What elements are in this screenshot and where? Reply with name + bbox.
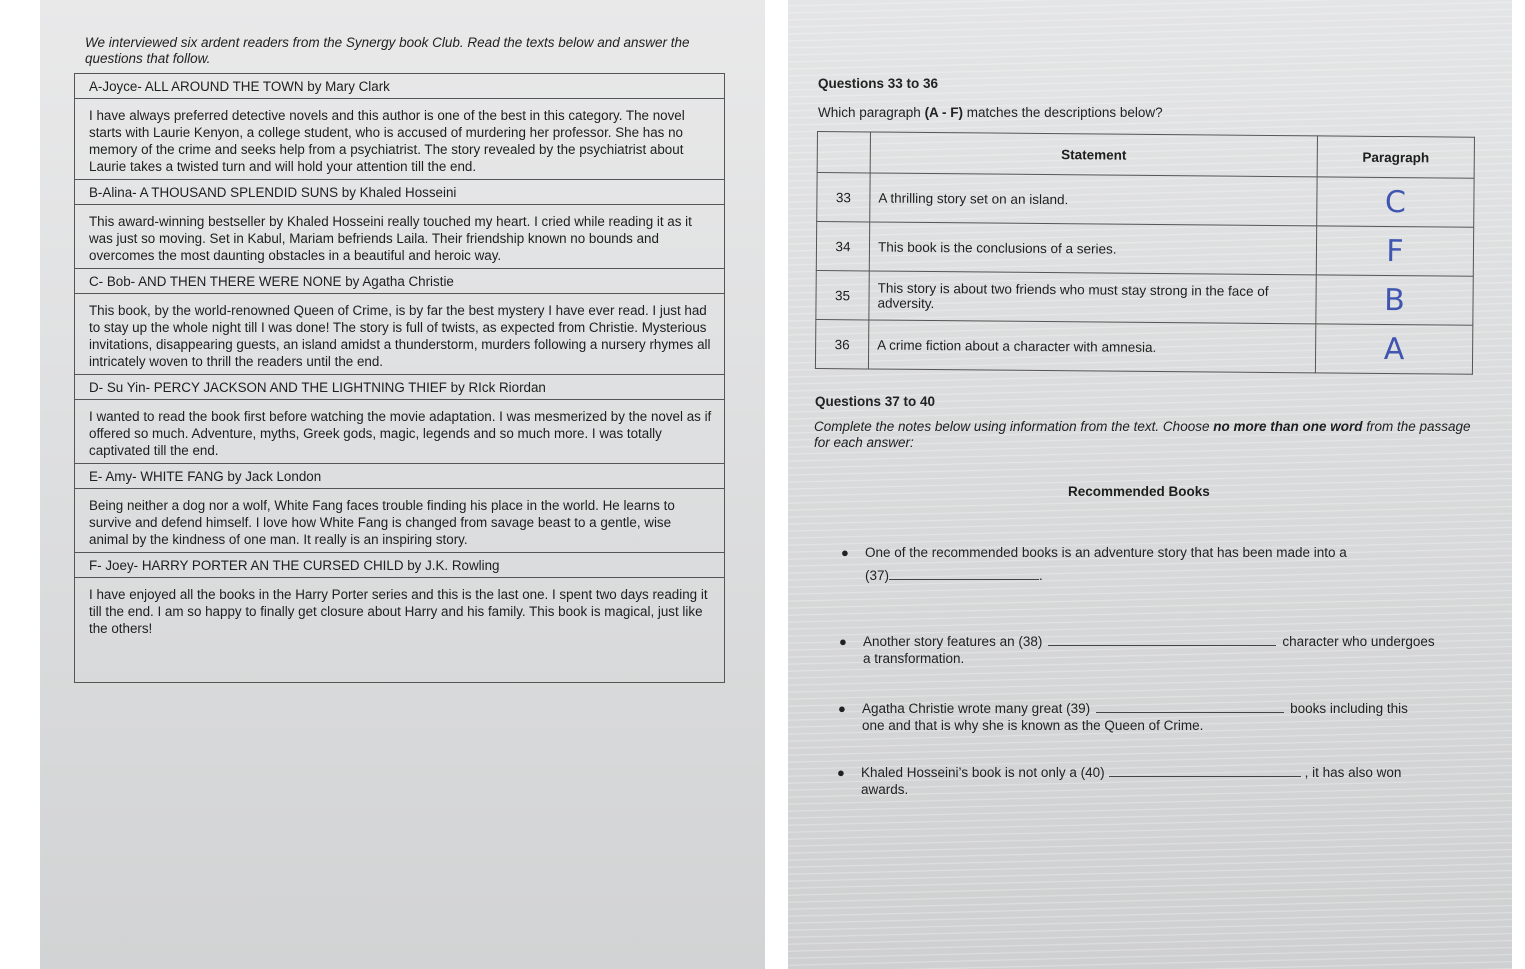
- review-text-b: This award-winning bestseller by Khaled Hosseini really touched my heart. I cried while reading it as it was just so moving. Set in Kabul, Mariam befriends Laila. Their friendship known no bounds and overcomes the most daunting obstacles in a beautiful and heroic way.: [75, 205, 724, 269]
- notes-instructions: [814, 419, 1474, 451]
- review-heading-f: F- Joey- HARRY PORTER AN THE CURSED CHILD by J.K. Rowling: [75, 553, 724, 578]
- review-heading-e: E- Amy- WHITE FANG by Jack London: [75, 464, 724, 489]
- right-page: [788, 0, 1512, 969]
- review-heading-b: B-Alina- A THOUSAND SPLENDID SUNS by Khaled Hosseini: [75, 180, 724, 205]
- review-heading-a: A-Joyce- ALL AROUND THE TOWN by Mary Clark: [75, 74, 724, 99]
- header-paragraph: Paragraph: [1317, 136, 1474, 178]
- header-number: [817, 132, 870, 173]
- answer-blank-38[interactable]: [1048, 634, 1276, 646]
- note-text: Agatha Christie wrote many great (39): [862, 701, 1091, 716]
- note-text: character who undergoes: [1282, 634, 1435, 649]
- question-number: 34: [816, 222, 869, 271]
- statement-cell: This story is about two friends who must stay strong in the face of adversity.: [869, 271, 1316, 324]
- bullet-icon: ●: [838, 701, 846, 716]
- bullet-icon: ●: [837, 765, 845, 780]
- note-text: awards.: [861, 782, 909, 797]
- note-item: [837, 764, 1461, 798]
- bullet-icon: ●: [841, 545, 849, 560]
- handwritten-answer[interactable]: A: [1315, 324, 1472, 374]
- note-text: One of the recommended books is an adventure story that has been made into a: [865, 545, 1347, 560]
- matching-table: [815, 131, 1475, 375]
- question-number: (37): [865, 568, 890, 583]
- review-heading-c: C- Bob- AND THEN THERE WERE NONE by Agatha Christie: [75, 269, 724, 294]
- question-number: 33: [817, 173, 870, 222]
- statement-cell: A thrilling story set on an island.: [870, 173, 1317, 226]
- prompt-part: Which paragraph: [818, 105, 925, 120]
- note-text: one and that is why she is known as the Queen of Crime.: [862, 718, 1204, 733]
- table-row: [816, 270, 1473, 325]
- handwritten-answer[interactable]: F: [1316, 226, 1473, 276]
- instruction-part: Complete the notes below using information from the text. Choose: [814, 419, 1214, 434]
- review-text-e: Being neither a dog nor a wolf, White Fang faces trouble finding his place in the world. He learns to survive and defend himself. I love how White Fang is changed from savage beast to a gentle, wise animal by the kindness of one man. It really is an inspiring story.: [75, 489, 724, 553]
- note-text: books including this: [1290, 701, 1408, 716]
- note-text: Another story features an (38): [863, 634, 1043, 649]
- header-statement: Statement: [870, 132, 1317, 177]
- note-text: a transformation.: [863, 651, 965, 666]
- word-limit: no more than one word: [1213, 419, 1363, 434]
- questions-37-40-title: Questions 37 to 40: [815, 394, 936, 409]
- questions-33-36-title: Questions 33 to 36: [818, 76, 939, 91]
- question-number: 35: [816, 270, 869, 319]
- notes-title: Recommended Books: [1068, 484, 1210, 499]
- note-text: Khaled Hosseini’s book is not only a (40): [861, 765, 1105, 780]
- reviews-box: [74, 73, 725, 683]
- review-text-c: This book, by the world-renowned Queen of Crime, is by far the best mystery I have ever read. I just had to stay up the whole night till I was done! The story is full of twists, as expected from Christie. Mysterious invitations, disappearing guests, an island amidst a thunderstorm, murders following a nursery rhymes all intricately woven to thrill the readers until the end.: [75, 294, 724, 375]
- table-row: [815, 319, 1472, 374]
- table-row: [817, 173, 1474, 228]
- table-row: [816, 222, 1473, 277]
- statement-cell: This book is the conclusions of a series.: [869, 222, 1316, 275]
- answer-blank-40[interactable]: [1109, 765, 1301, 777]
- handwritten-answer[interactable]: C: [1317, 177, 1474, 227]
- note-item: [839, 633, 1463, 667]
- review-heading-d: D- Su Yin- PERCY JACKSON AND THE LIGHTNING THIEF by RIck Riordan: [75, 375, 724, 400]
- question-number: 36: [815, 319, 868, 368]
- statement-cell: A crime fiction about a character with amnesia.: [868, 320, 1315, 373]
- instruction-part: from the passage for each answer:: [814, 419, 1471, 450]
- questions-33-36-prompt: [818, 105, 1163, 120]
- answer-blank-37[interactable]: [889, 568, 1039, 580]
- review-text-f: I have enjoyed all the books in the Harry Porter series and this is the last one. I spent two days reading it till the end. I am so happy to finally get closure about Harry and his family. This book is magical, just like the others!: [89, 587, 708, 636]
- note-item: [841, 544, 1425, 584]
- note-punctuation: .: [1039, 568, 1043, 583]
- handwritten-answer[interactable]: B: [1316, 275, 1473, 325]
- left-page: [40, 0, 765, 969]
- note-item: [838, 700, 1462, 734]
- intro-text: We interviewed six ardent readers from the Synergy book Club. Read the texts below and answer the questions that follow.: [85, 35, 690, 66]
- answer-blank-39[interactable]: [1096, 701, 1284, 713]
- note-text: , it has also won: [1304, 765, 1402, 780]
- bullet-icon: ●: [839, 634, 847, 649]
- review-text-d: I wanted to read the book first before watching the movie adaptation. I was mesmerized by the novel as if offered so much. Adventure, myths, Greek gods, magic, legends and so much more. I was totally captivated till the end.: [75, 400, 724, 464]
- prompt-part: matches the descriptions below?: [963, 105, 1163, 120]
- review-text-a: I have always preferred detective novels and this author is one of the best in this category. The novel starts with Laurie Kenyon, a college student, who is accused of murdering her professor. She has no memory of the crime and seeks help from a psychiatrist. The story revealed by the psychiatrist about Laurie takes a twisted turn and will hold your attention till the end.: [75, 99, 724, 180]
- prompt-range: (A - F): [924, 105, 964, 120]
